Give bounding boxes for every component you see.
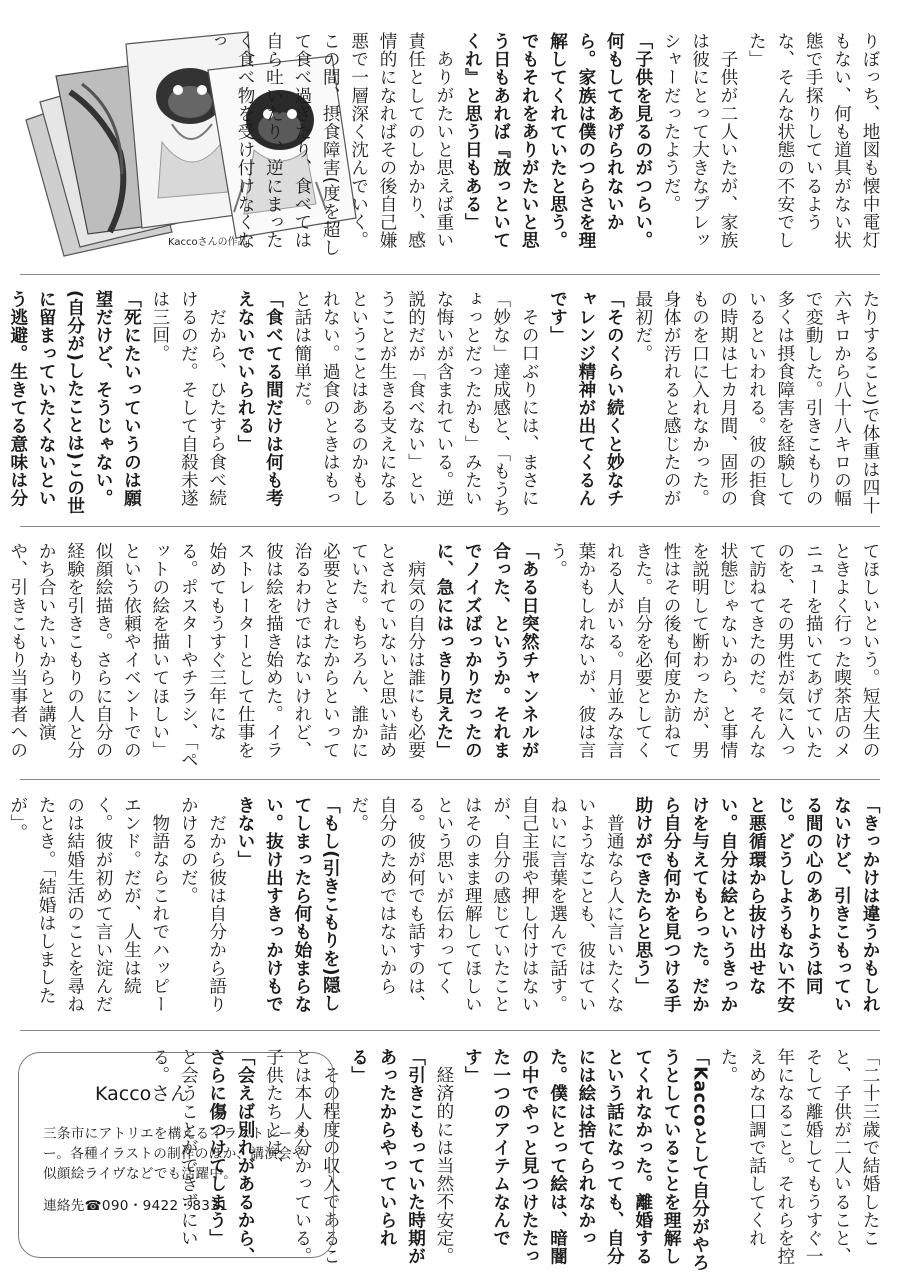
article-band-3 <box>7 542 884 770</box>
band1-para1: りぼっち、地図も懐中電灯もない、何も道具がない状態で手探りしているような、そんな状態の不安でした」 <box>746 32 880 250</box>
photo-caption: Kaccoさんの作品 <box>168 237 248 248</box>
band4-para2: だから彼は自分から語りかけるのだ。 <box>178 796 227 1013</box>
band5-para2: 経済的には当然不安定。 <box>433 1065 454 1265</box>
band1-para3: ありがたいと思えば重い責任としてのしかかり、感情的になればその後自己嫌悪で一層深く沈んでいく。この間、摂食障害(度を超して食べ過ぎたり、食べては自ら吐いたり、逆にまったく食べ物を受け付けなくなっ <box>206 32 454 257</box>
divider-3 <box>20 779 880 780</box>
band2-para2: その口ぶりには、まさに「妙な」達成感と、「もうちょっとだったかも」みたいな悔いが含まれている。逆説的だが「食べない」ということが生きる支えになるということはあるのかもしれない。過食のときはもっと話は簡単だ。 <box>291 290 540 517</box>
divider-2 <box>20 526 880 527</box>
band3-para2: 病気の自分は誰にも必要とされていないと思い詰めていた。もちろん、誰かに必要とされたからといって治るわけではないけれど、彼は絵を描き始めた。イラストレーターとして仕事を始めてもうすぐ三年になる。ポスターやチラシ、「ペットの絵を描いてほしい」という依頼やイベントでの似顔絵描き。さらに自分の経験を引きこもりの人と分かち合いたいからと講演や、引きこもり当事者への <box>7 542 426 769</box>
band2-para3: だから、ひたすら食べ続けるのだ。そして自殺未遂は三回。 <box>149 290 227 508</box>
band4-quote1: 「きっかけは違うかもしれないけど、引きこもっている間の心のありようは同じ。どうしようもない不安と悪循環から抜け出せない。自分は絵というきっかけを与えてもらった。だから自分も何かを見つける手助けができたらと思う」 <box>632 796 880 1014</box>
band3-para1: てほしいという。短大生のときよく行った喫茶店のメニューを描いてあげていたのを、その男性が気に入って訪ねてきたのだ。そんな状態じゃないから、と事情を説明して断わったが、男性はその後も何度か訪ねてきた。自分を必要としてくれる人がいる。月並みな言葉かもしれないが、彼は言う。 <box>547 542 880 760</box>
band2-quote1: 「そのくらい続くと妙なチャレンジ精神が出てくるんです」 <box>547 290 625 508</box>
band4-para3: 物語ならこれでハッピーエンド。だが、人生は続く。彼が初めて言い淀んだのは結婚生活のことを尋ねたとき。「結婚はしましたが」。 <box>7 796 170 1014</box>
band2-para1: たりすること)で体重は四十六キロから八十八キロの幅で変動した。引きこもりの多くは摂食障害を経験しているといわれる。彼の拒食の時期は七カ月間、固形のものを口に入れなかった。身体が汚れると感じたのが最初だ。 <box>632 290 880 515</box>
article-band-2 <box>7 290 884 518</box>
profile-name: Kaccoさん <box>95 1083 190 1105</box>
band4-para1: 普通なら人に言いたくないようなことも、彼はていねいに言葉を選んで話す。自己主張や押し付けはないが、自分の感じていたことはそのまま理解してほしいという思いが伝わってくる。彼が何でも話すのは、自分のためではないからだ。 <box>348 796 625 1014</box>
band2-quote2: 「食べてる間だけは何も考えないでいられる」 <box>235 290 284 508</box>
band4-quote2: 「もし(引きこもりを)隠してしまったら何も始まらない。抜け出すきっかけもできない」 <box>235 796 341 1014</box>
band1-para2: 子供が二人いたが、家族は彼にとって大きなプレッシャーだったようだ。 <box>661 32 738 250</box>
profile-description: 三条市にアトリエを構えるイラストレーター。各種イラストの制作のほか、講演会や似顔絵ライヴなどでも活躍中。 <box>43 1126 307 1182</box>
band1-quote1: 「子供を見るのがつらい。何もしてあげられないから。家族は僕のつらさを理解してくれていたと思う。でもそれをありがたいと思う日もあれば『放っといてくれ』と思う日もある」 <box>462 32 653 250</box>
band4-quote3 <box>0 796 3 1024</box>
band5-quote3: 「会えば別れがあるから、さらに傷つけてしまう」 <box>206 1048 256 1266</box>
band5-para1: 「二十三歳で結婚したこと、子供が二人いること、そして離婚してもうすぐ一年になること。それらを控えめな口調で話してくれた。 <box>717 1048 880 1266</box>
profile-box <box>18 1052 334 1258</box>
band5-para4: と会うことができずにいる。 <box>149 1048 199 1248</box>
band2-quote3: 「死にたいっていうのは願望だけど、そうじゃない。(自分が)したことは)この世に留まっていたくないという逃避。生きてる意味は分 <box>7 290 142 515</box>
article-band-4 <box>7 796 884 1024</box>
divider-4 <box>20 1030 880 1031</box>
divider-1 <box>20 274 880 275</box>
profile-contact: 連絡先☎090・9422・8331 <box>43 1198 229 1214</box>
band5-para3: その程度の収入であることは本人も分かっている。子供たちとは、 <box>263 1048 341 1266</box>
band3-quote1: 「ある日突然チャンネルが合った、というか。それまでノイズばっかりだったのに、急にはっきり見えた」 <box>433 542 540 760</box>
band5-quote2: 「引きこもっていた時期があったからやっていられる」 <box>348 1048 426 1266</box>
band5-quote1: 「Kaccoとして自分がやろうとしていることを理解してくれなかった。離婚するという話になっても、自分には絵は捨てられなかった。僕にとって絵は、暗闇の中でやっと見つけたたった一つのアイテムなんです」 <box>462 1048 710 1272</box>
